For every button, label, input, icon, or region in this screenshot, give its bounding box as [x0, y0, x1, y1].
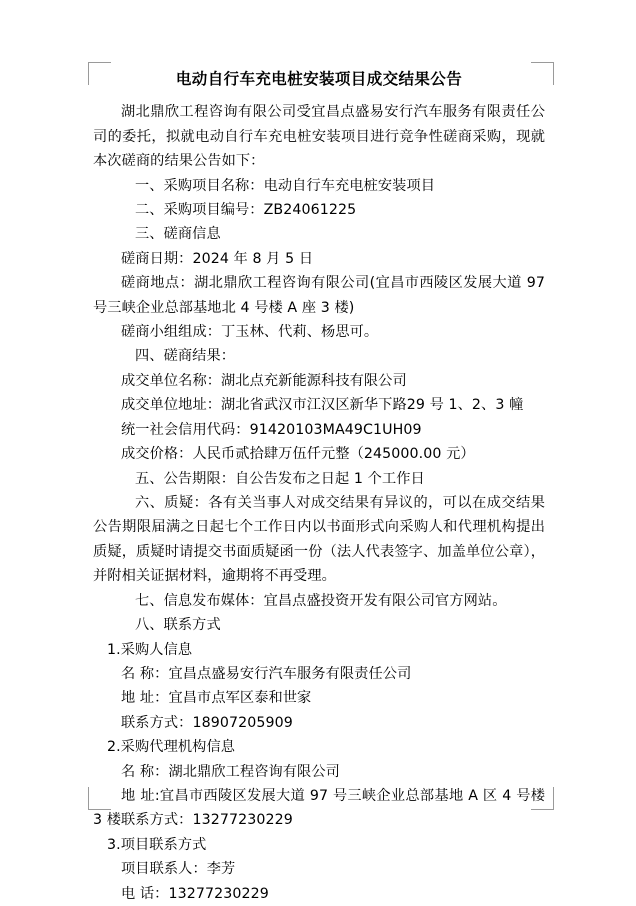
- paragraph-credit-code: 统一社会信用代码：91420103MA49C1UH09: [121, 421, 422, 438]
- paragraph-item-3: 三、磋商信息: [135, 226, 221, 243]
- paragraph-item-5: 五、公告期限：自公告发布之日起 1 个工作日: [135, 470, 425, 487]
- paragraph-item-8: 八、联系方式: [135, 617, 221, 634]
- paragraph-item-2: 二、采购项目编号：ZB24061225: [135, 201, 357, 218]
- paragraph-item-7: 七、信息发布媒体：宜昌点盛投资开发有限公司官方网站。: [135, 592, 507, 609]
- paragraph-item-6: 六、质疑：各有关当事人对成交结果有异议的，可以在成交结果公告期限届满之日起七个工作日内以书面形式向采购人和代理机构提出质疑，质疑时请提交书面质疑函一份（法人代表签字、加盖单位公章），并附相关证据材料，逾期将不再受理。: [93, 495, 545, 585]
- paragraph-winner-address: 成交单位地址：湖北省武汉市江汉区新华下路29 号 1、2、3 幢: [121, 397, 524, 414]
- paragraph-item-4: 四、磋商结果：: [135, 348, 236, 365]
- paragraph-buyer-name: 名 称：宜昌点盛易安行汽车服务有限责任公司: [121, 665, 412, 682]
- paragraph-project-contact-phone: 电 话：13277230229: [121, 885, 269, 902]
- paragraph-agency-address: 地 址:宜昌市西陵区发展大道 97 号三峡企业总部基地 A 区 4 号楼 3 楼联系方式：13277230229: [93, 788, 545, 829]
- document-body: [93, 68, 545, 906]
- paragraph-agency-name: 名 称：湖北鼎欣工程咨询有限公司: [121, 763, 340, 780]
- paragraph-winning-price: 成交价格：人民币贰拾肆万伍仟元整（245000.00 元）: [121, 446, 475, 463]
- paragraph-intro: 湖北鼎欣工程咨询有限公司受宜昌点盛易安行汽车服务有限责任公司的委托，拟就电动自行车充电桩安装项目进行竞争性磋商采购，现就本次磋商的结果公告如下：: [93, 104, 545, 170]
- paragraph-agency-heading: 2.采购代理机构信息: [107, 739, 236, 756]
- paragraph-negotiation-place: 磋商地点：湖北鼎欣工程咨询有限公司(宜昌市西陵区发展大道 97 号三峡企业总部基地北 4 号楼 A 座 3 楼): [93, 275, 545, 316]
- paragraph-project-contact-person: 项目联系人：李芳: [121, 861, 236, 878]
- paragraph-buyer-contact: 联系方式：18907205909: [121, 714, 293, 731]
- page-title: 电动自行车充电桩安装项目成交结果公告: [175, 70, 463, 88]
- paragraph-negotiation-group: 磋商小组组成：丁玉林、代莉、杨思可。: [121, 324, 379, 341]
- paragraph-buyer-address: 地 址：宜昌市点军区泰和世家: [121, 690, 312, 707]
- paragraph-project-contact-heading: 3.项目联系方式: [107, 836, 207, 853]
- paragraph-negotiation-date: 磋商日期：2024 年 8 月 5 日: [121, 250, 314, 267]
- paragraph-item-1: 一、采购项目名称：电动自行车充电桩安装项目: [135, 177, 436, 194]
- paragraph-buyer-heading: 1.采购人信息: [107, 641, 193, 658]
- paragraph-winner-name: 成交单位名称：湖北点充新能源科技有限公司: [121, 372, 407, 389]
